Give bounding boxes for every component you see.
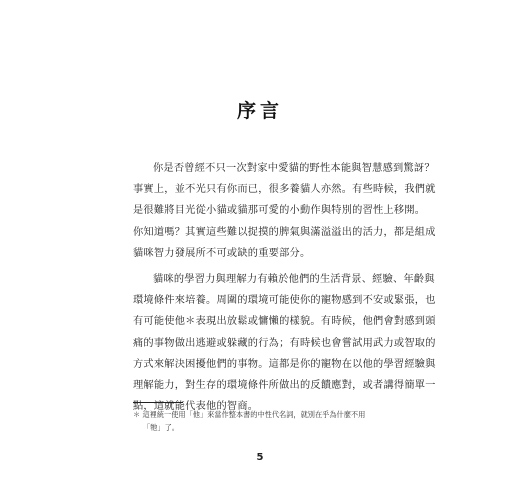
paragraph-1-line-5: 貓咪智力發展所不可或缺的重要部分。: [133, 247, 311, 259]
paragraph-2-line-5: 方式來解決困擾他們的事物。這都是你的寵物在以他的學習經驗與: [133, 358, 436, 370]
paragraph-2-line-7: 點，這就能代表他的智商。: [133, 401, 259, 413]
body-text: [133, 158, 436, 417]
page-title: 序言: [236, 100, 283, 122]
paragraph-2-line-2: 環境條件來培養。周圍的環境可能使你的寵物感到不安或緊張，也: [133, 295, 436, 307]
paragraph-2-line-1: 貓咪的學習力與理解力有賴於他們的生活背景、經驗、年齡與: [153, 273, 435, 285]
paragraph-1-line-2: 事實上，並不光只有你而已，很多養貓人亦然。有些時候，我們就: [133, 184, 436, 196]
paragraph-1-line-1: 你是否曾經不只一次對家中愛貓的野性本能與智慧感到驚訝？: [153, 163, 435, 174]
page-number: 5: [256, 452, 264, 463]
footnote-line-1: ＊ 這裡統一使用「他」來當作整本書的中性代名詞，就別在乎為什麼不用: [133, 410, 366, 419]
footnote-line-2: 「牠」了。: [143, 423, 179, 432]
footnote: [133, 408, 413, 434]
footnote-divider: [133, 402, 183, 403]
paragraph-2-line-4: 痛的事物做出逃避或躲藏的行為；有時候也會嘗試用武力或智取的: [133, 337, 436, 349]
paragraph-1-line-3: 是很難將目光從小貓或貓那可愛的小動作與特別的習性上移開。: [133, 205, 426, 217]
paragraph-2-line-6: 理解能力，對生存的環境條件所做出的反饋應對，或者講得簡單一: [133, 379, 436, 391]
paragraph-1-line-4: 你知道嗎？其實這些難以捉摸的脾氣與滿溢溢出的活力，都是組成: [133, 226, 436, 238]
paragraph-2-line-3: 有可能使他＊表現出放鬆或慵懶的樣貌。有時候，他們會對感到頭: [133, 316, 436, 328]
